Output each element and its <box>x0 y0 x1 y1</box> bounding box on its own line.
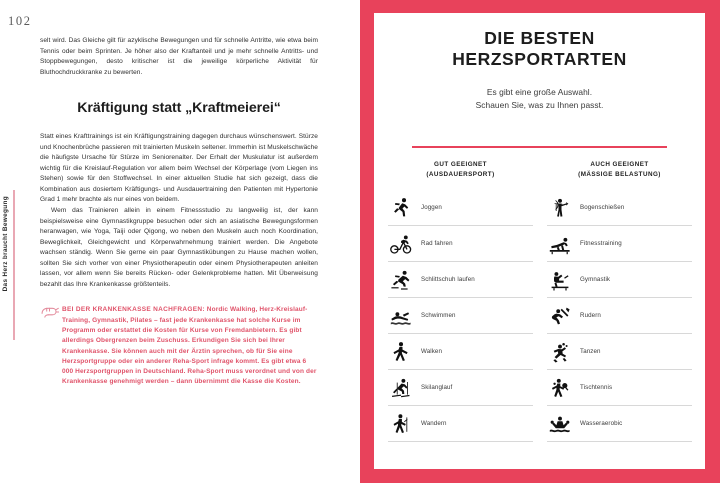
callout-lead: BEI DER KRANKENKASSE NACHFRAGEN: <box>62 306 205 314</box>
walker-icon <box>388 339 414 365</box>
sport-label: Gymnastik <box>580 276 611 284</box>
list-item[interactable] <box>388 370 533 406</box>
sport-label: Tischtennis <box>580 384 613 392</box>
column-2-header-line-2: (MÄSSIGE BELASTUNG) <box>578 170 661 178</box>
sport-label: Rad fahren <box>421 240 453 248</box>
left-text-column <box>40 36 318 388</box>
column-gut-geeignet <box>388 160 533 442</box>
sport-list-2 <box>547 190 692 442</box>
callout-text <box>62 305 318 387</box>
right-page <box>360 0 720 483</box>
panel-subtitle <box>374 86 705 111</box>
sport-label: Walken <box>421 348 443 356</box>
list-item[interactable] <box>547 226 692 262</box>
archer-icon <box>547 195 573 221</box>
list-item[interactable] <box>547 370 692 406</box>
cyclist-icon <box>388 231 414 257</box>
rower-icon <box>547 303 573 329</box>
list-item[interactable] <box>388 298 533 334</box>
page-number: 102 <box>8 14 32 28</box>
swimmer-icon <box>388 303 414 329</box>
water-aerobics-icon <box>547 411 573 437</box>
panel-subtitle-line-2: Schauen Sie, was zu Ihnen passt. <box>475 99 604 110</box>
list-item[interactable] <box>547 190 692 226</box>
sport-label: Wandern <box>421 420 447 428</box>
panel-title-line-2: HERZSPORTARTEN <box>452 49 627 69</box>
column-2-header <box>547 160 692 179</box>
list-item[interactable] <box>547 262 692 298</box>
gymnast-icon <box>547 267 573 293</box>
list-item[interactable] <box>388 334 533 370</box>
running-head-label: Das Herz braucht Bewegung <box>2 196 9 292</box>
section-title: Kräftigung statt „Kraftmeierei“ <box>77 100 281 117</box>
list-item[interactable] <box>388 226 533 262</box>
dancer-icon <box>547 339 573 365</box>
callout-box <box>40 305 318 387</box>
sport-columns <box>388 160 692 442</box>
running-head <box>2 196 16 291</box>
panel-title-line-1: DIE BESTEN <box>484 28 595 48</box>
sport-label: Schwimmen <box>421 312 456 320</box>
callout-body: Nordic Walking, Herz-Kreislauf-Training, Gymnastik, Pilates – fast jede Krankenkasse hat solche Kurse im Programm oder erstattet die Kosten für Kurse von Fremdanbietern. Es gibt allerdings Obergrenzen beim Zuschuss. Erkundigen Sie sich bei Ihrer Krankenkasse. Sie können auch mit der Ärztin sprechen, ob für Sie eine Herzsportgruppe oder ein anderer Reha-Sport infrage kommt. Es gibt etwa 6 000 Herzsportgruppen in Deutschland. Reha-Sport muss verordnet und von der Krankenkasse genehmigt werden – dann übernimmt die Kasse die Kosten. <box>62 306 317 386</box>
paragraph-gymnastics: Wem das Trainieren allein in einem Fitnessstudio zu langweilig ist, der kann beispielsweise eine Gymnastikgruppe besuchen oder sich an asiatische Bewegungsformen heranwagen, wie Yoga, Taiji oder Qigong, wo neben den Muskeln auch noch Koordination, Beweglichkeit, Gleichgewicht und Körperwahrnehmung trainiert werden. Die Angebote wachsen ständig. Wenn Sie gerne ein paar Gymnastikübungen zu Hause machen wollen, sollten Sie sich vorher von einer Physiotherapeutin oder einem Physiotherapeuten anleiten lassen, vor allem wenn Sie bereits Rücken- oder Gelenkprobleme hatten. Mit Überweisung bezahlt das Ihre Krankenkasse größtenteils. <box>40 207 318 288</box>
paragraph-strength-training: Statt eines Krafttrainings ist ein Kräftigungstraining dagegen durchaus wünschenswert. Stürze und Knochenbrüche passieren mit trainierten Muskeln seltener. Immerhin ist Muskelschwäche die häufigste Ursache für Stürze im Seniorenalter. Der Erhalt der Muskulatur ist außerdem wichtig für die Kreislauf-Regulation vor allem beim Wechsel der Körperlage (vom Liegen ins Stehen) sowie für den Stoffwechsel. In einer aktuellen Studie hat sich gezeigt, dass die Kombination aus dosiertem Kräftigungs- und Ausdauertraining den Patienten mit Hypertonie Grad 1 mehr brachte als nur eines von beidem. <box>40 133 318 204</box>
column-1-header-line-2: (AUSDAUERSPORT) <box>426 170 495 178</box>
list-item[interactable] <box>547 298 692 334</box>
sport-label: Fitnesstraining <box>580 240 622 248</box>
column-2-header-line-1: AUCH GEEIGNET <box>590 161 649 168</box>
bench-press-icon <box>547 231 573 257</box>
panel-header <box>374 28 705 111</box>
pointing-hand-icon <box>40 306 59 319</box>
ice-skater-icon <box>388 267 414 293</box>
running-head-rule <box>13 190 15 340</box>
list-item[interactable] <box>547 334 692 370</box>
sport-label: Rudern <box>580 312 601 320</box>
cross-country-skier-icon <box>388 375 414 401</box>
hiker-icon <box>388 411 414 437</box>
column-1-header-line-1: GUT GEEIGNET <box>434 161 487 168</box>
sport-label: Joggen <box>421 204 442 212</box>
sport-label: Schlittschuh laufen <box>421 276 475 284</box>
runner-icon <box>388 195 414 221</box>
paragraph-continuation: selt wird. Das Gleiche gilt für azyklische Bewegungen und für schnelle Antritte, wie etwa beim Tennis oder beim Sprinten. Je höher also der Kraftanteil und je mehr schnelle Antritts- und Stoppbewegungen, desto kritischer ist die jeweilige körperliche Aktivität für Bluthochdruckkranke zu bewerten. <box>40 37 318 76</box>
sport-label: Wasseraerobic <box>580 420 623 428</box>
panel-subtitle-line-1: Es gibt eine große Auswahl. <box>486 87 593 97</box>
panel-divider <box>412 146 667 148</box>
list-item[interactable] <box>388 262 533 298</box>
panel-title <box>374 28 705 70</box>
list-item[interactable] <box>388 406 533 442</box>
sport-label: Tanzen <box>580 348 601 356</box>
column-1-header <box>388 160 533 179</box>
sport-list-1 <box>388 190 533 442</box>
table-tennis-icon <box>547 375 573 401</box>
list-item[interactable] <box>388 190 533 226</box>
sport-label: Bogenschießen <box>580 204 625 212</box>
sport-label: Skilanglauf <box>421 384 453 392</box>
column-auch-geeignet <box>547 160 692 442</box>
list-item[interactable] <box>547 406 692 442</box>
